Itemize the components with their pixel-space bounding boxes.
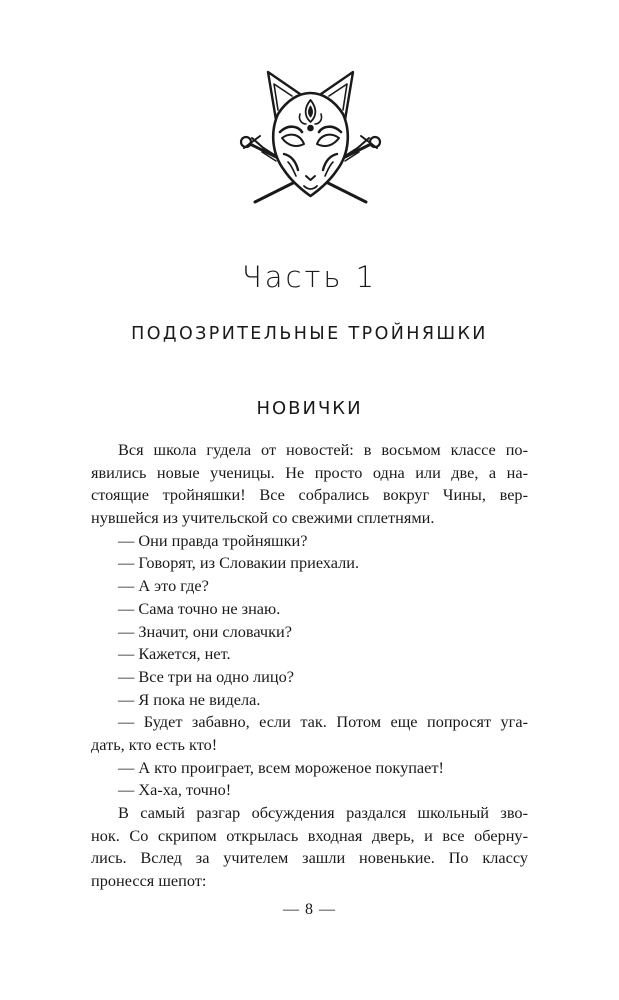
dialogue-line: дать, кто есть кто! <box>91 734 218 754</box>
text-line: пронесся шепот: <box>91 871 207 891</box>
dialogue-line: — Будет забавно, если так. Потом еще попросят уга- <box>118 712 528 732</box>
chapter-text <box>91 439 528 893</box>
dialogue-line: — Значит, они словачки? <box>118 621 292 641</box>
text-line: нувшейся из учительской со свежими сплетнями. <box>91 508 435 528</box>
dialogue-line: — А кто проиграет, всем мороженое покупает! <box>118 757 444 777</box>
dialogue-line: — Говорят, из Словакии приехали. <box>118 553 360 573</box>
page-number: — 8 — <box>283 901 336 918</box>
text-line: Вся школа гудела от новостей: в восьмом классе по- <box>118 440 528 459</box>
chapter-title: НОВИЧКИ <box>256 398 363 419</box>
text-line: лись. Вслед за учителем зашли новенькие. По классу <box>91 848 528 868</box>
dialogue-line: — Сама точно не знаю. <box>118 598 281 618</box>
dialogue-line: — Все три на одно лицо? <box>118 666 294 686</box>
dialogue-line: — Они правда тройняшки? <box>118 530 308 550</box>
text-line: явились новые ученицы. Не просто одна или две, а на- <box>91 462 528 482</box>
dialogue-line: — А это где? <box>118 576 209 596</box>
dialogue-line: — Я пока не видела. <box>118 689 261 709</box>
text-line: В самый разгар обсуждения раздался школьный зво- <box>118 803 528 822</box>
text-line: нок. Со скрипом открылась входная дверь, и все оберну- <box>91 825 528 845</box>
part-title: Часть 1 <box>241 260 378 294</box>
kitsune-mask-emblem-icon <box>238 62 383 212</box>
part-subtitle: ПОДОЗРИТЕЛЬНЫЕ ТРОЙНЯШКИ <box>131 324 488 344</box>
text-line: стоящие тройняшки! Все собрались вокруг Чины, вер- <box>91 485 528 505</box>
dialogue-line: — Ха-ха, точно! <box>118 780 232 800</box>
dialogue-line: — Кажется, нет. <box>118 644 231 664</box>
